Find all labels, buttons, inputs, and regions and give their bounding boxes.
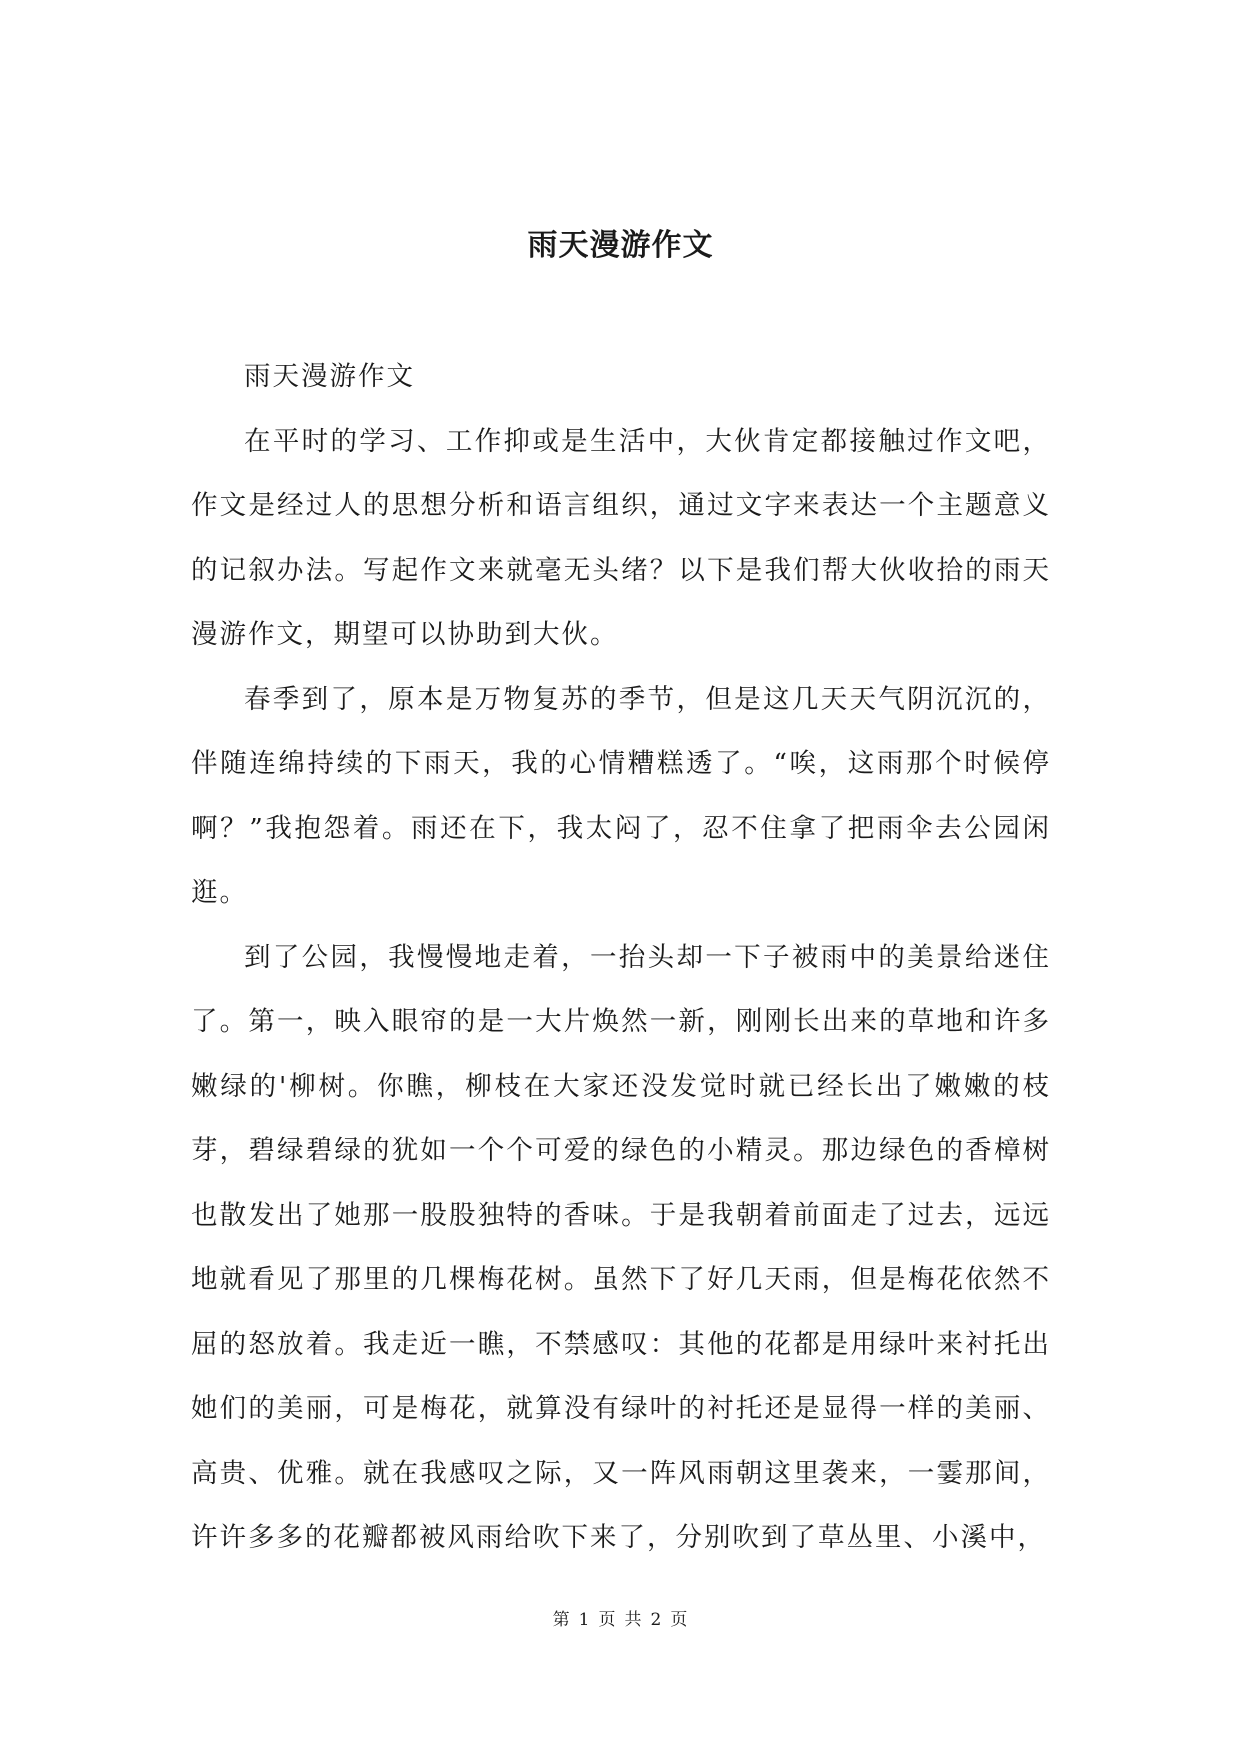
footer-total-pages: 2 [650,1610,663,1630]
paragraph-spring: 春季到了，原本是万物复苏的季节，但是这几天天气阴沉沉的，伴随连绵持续的下雨天，我的心情糟糕透了。“唉，这雨那个时候停啊？”我抱怨着。雨还在下，我太闷了，忍不住拿了把雨伞去公园闲逛。 [191,683,1051,908]
footer-suffix: 页 [670,1610,689,1630]
paragraph-intro: 在平时的学习、工作抑或是生活中，大伙肯定都接触过作文吧，作文是经过人的思想分析和语言组织，通过文字来表达一个主题意义的记叙办法。写起作文来就毫无头绪？以下是我们帮大伙收拾的雨天漫游作文，期望可以协助到大伙。 [191,425,1051,650]
paragraph-heading: 雨天漫游作文 [244,361,415,392]
paragraph-park: 到了公园，我慢慢地走着，一抬头却一下子被雨中的美景给迷住了。第一，映入眼帘的是一大片焕然一新，刚刚长出来的草地和许多嫩绿的'柳树。你瞧，柳枝在大家还没发觉时就已经长出了嫩嫩的枝芽，碧绿碧绿的犹如一个个可爱的绿色的小精灵。那边绿色的香樟树也散发出了她那一股股独特的香味。于是我朝着前面走了过去，远远地就看见了那里的几棵梅花树。虽然下了好几天雨，但是梅花依然不屈的怒放着。我走近一瞧，不禁感叹：其他的花都是用绿叶来衬托出她们的美丽，可是梅花，就算没有绿叶的衬托还是显得一样的美丽、高贵、优雅。就在我感叹之际，又一阵风雨朝这里袭来，一霎那间，许许多多的花瓣都被风雨给吹下来了，分别吹到了草丛里、小溪中， [191,941,1051,1553]
document-body [191,345,1051,1571]
footer-prefix: 第 [552,1610,571,1630]
page-footer [0,1608,1241,1632]
page-title: 雨天漫游作文 [527,228,714,263]
footer-page-word: 页 [598,1610,617,1630]
footer-current-page: 1 [578,1610,591,1630]
footer-total-prefix: 共 [624,1610,643,1630]
